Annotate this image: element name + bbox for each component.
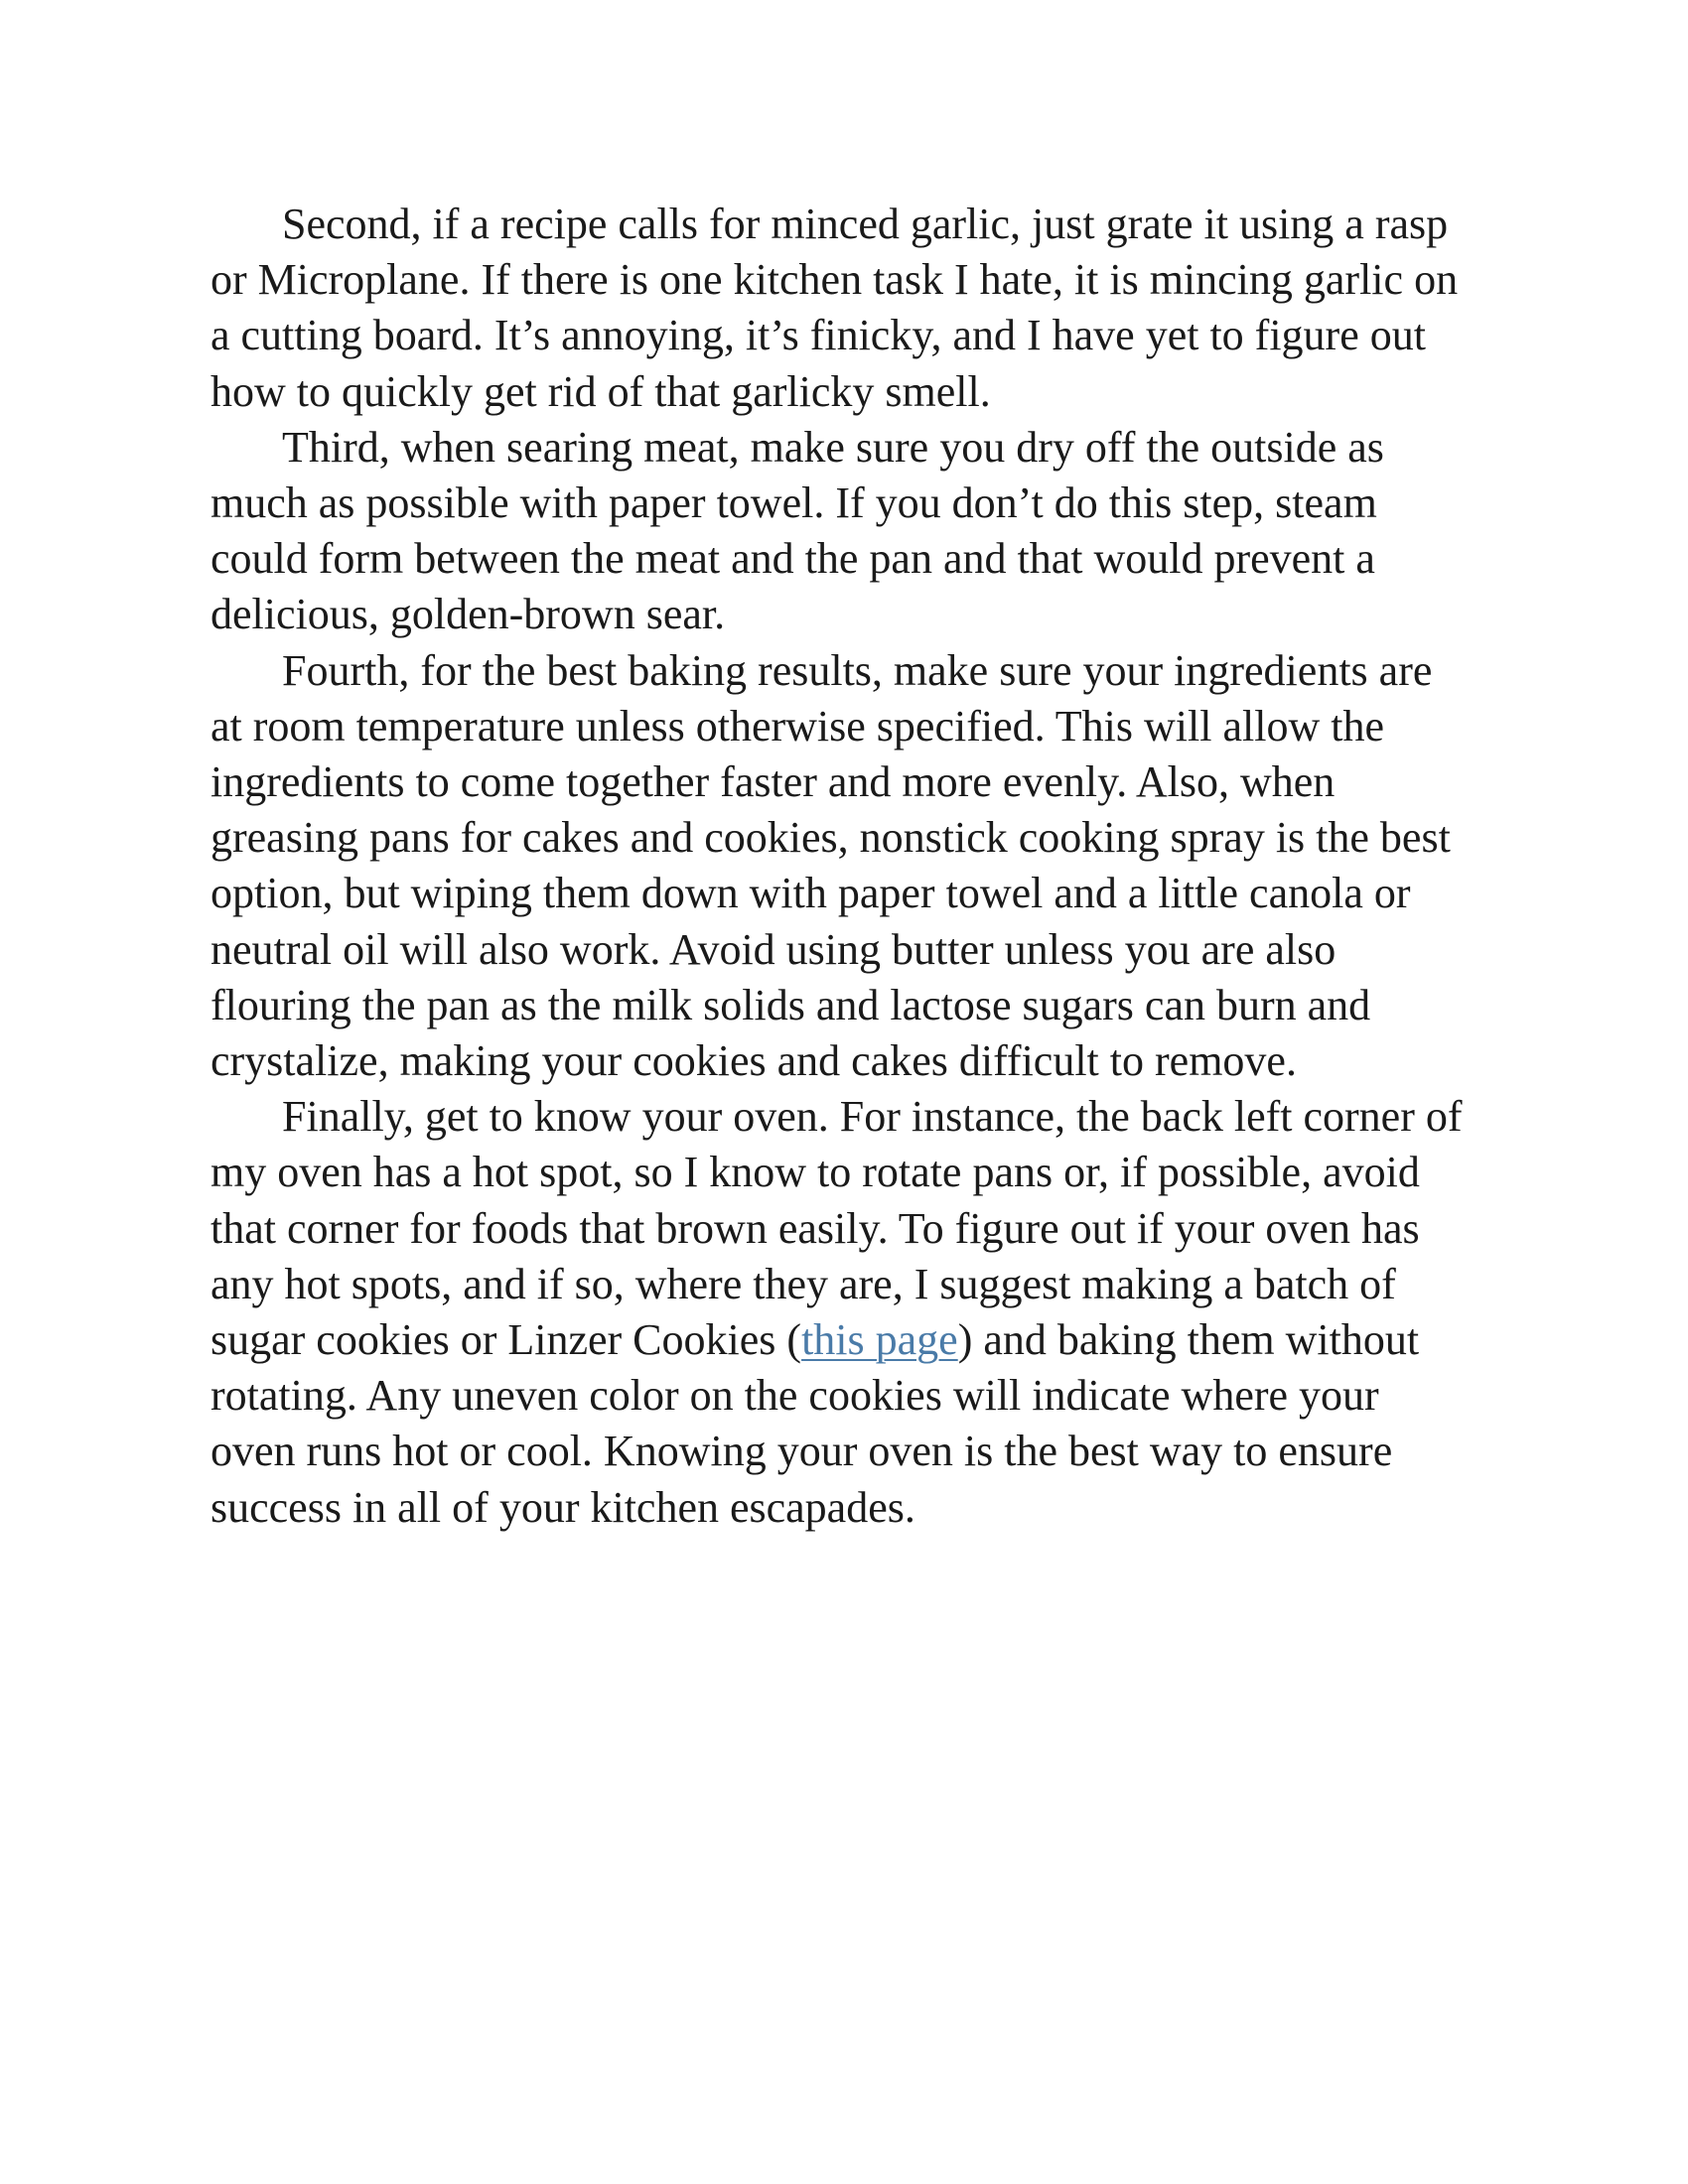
paragraph-oven-text-before: Finally, get to know your oven. For instance, the back left corner of my oven has a hot spot, so I know to rotate pans or, if possible, avoid that corner for foods that brown easily. To figure out if your oven has any hot spots, and if so, where they are, I suggest making a batch of sugar cookies or Linzer Cookies ( xyxy=(211,1092,1463,1365)
body-text xyxy=(211,197,1464,1536)
paragraph-oven xyxy=(211,1089,1464,1536)
paragraph-garlic: Second, if a recipe calls for minced garlic, just grate it using a rasp or Microplane. If there is one kitchen task I hate, it is mincing garlic on a cutting board. It’s annoying, it’s finicky, and I have yet to figure out how to quickly get rid of that garlicky smell. xyxy=(211,200,1459,416)
paragraph-searing: Third, when searing meat, make sure you dry off the outside as much as possible with paper towel. If you don’t do this step, steam could form between the meat and the pan and that would prevent a delicious, golden-brown sear. xyxy=(211,422,1384,639)
paragraph-oven-text-after: ) and baking them without rotating. Any uneven color on the cookies will indicate where your oven runs hot or cool. Knowing your oven is the best way to ensure success in all of your kitchen escapades. xyxy=(211,1315,1420,1532)
paragraph-baking: Fourth, for the best baking results, make sure your ingredients are at room temperature unless otherwise specified. This will allow the ingredients to come together faster and more evenly. Also, when greasing pans for cakes and cookies, nonstick cooking spray is the best option, but wiping them down with paper towel and a little canola or neutral oil will also work. Avoid using butter unless you are also flouring the pan as the milk solids and lactose sugars can burn and crystalize, making your cookies and cakes difficult to remove. xyxy=(211,645,1451,1086)
this-page-link[interactable]: this page xyxy=(801,1315,958,1365)
